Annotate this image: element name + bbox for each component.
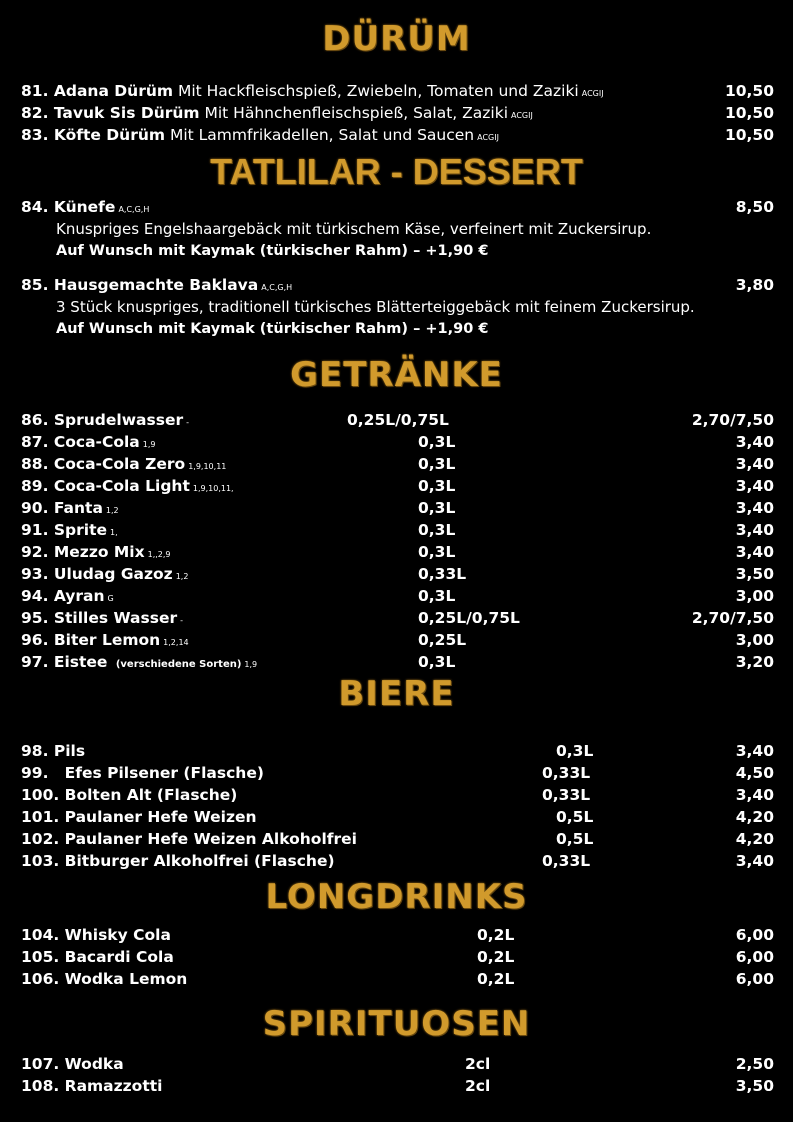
menu-item [0,124,793,146]
allergen-codes: 1,2,14 [163,638,189,647]
item-name: 91. Sprite [21,521,107,539]
item-price: 3,40 [735,742,774,760]
item-name: 93. Uludag Gazoz [21,565,173,583]
item-price: 6,00 [735,926,774,944]
item-name: 104. Whisky Cola [21,926,171,944]
item-size: 0,3L [418,653,456,671]
item-price: 3,40 [735,786,774,804]
allergen-codes: 1,9 [142,440,156,449]
menu-item [0,828,793,850]
item-size: 0,25L/0,75L [347,411,449,429]
allergen-codes: 1,9,10,11, [192,484,234,493]
item-name: 89. Coca-Cola Light [21,477,190,495]
item-price: 4,20 [735,808,774,826]
item-size: 0,3L [418,499,456,517]
item-name: 107. Wodka [21,1055,124,1073]
menu-item [0,1075,793,1097]
item-price: 3,40 [735,521,774,539]
item-name: 86. Sprudelwasser [21,411,184,429]
allergen-codes: A,C,G,H [118,205,150,214]
item-note: (verschiedene Sorten) [115,659,242,670]
item-price: 10,50 [724,82,774,100]
allergen-codes: 1, [110,528,118,537]
section-title-beer: BIERE [338,674,455,714]
item-name: 103. Bitburger Alkoholfrei (Flasche) [21,852,335,870]
item-name: 87. Coca-Cola [21,433,140,451]
menu-item [0,946,793,968]
item-size: 0,3L [418,455,456,473]
item-price: 2,70/7,50 [691,609,774,627]
item-price: 3,40 [735,852,774,870]
allergen-codes: - [180,616,184,625]
item-size: 0,33L [542,852,591,870]
item-size: 0,3L [418,477,456,495]
item-price: 3,40 [735,455,774,473]
menu-item [0,740,793,762]
item-description: Mit Hackfleischspieß, Zwiebeln, Tomaten und Zaziki [173,82,579,100]
item-addon: Auf Wunsch mit Kaymak (türkischer Rahm) – +1,90 € [56,243,489,259]
allergen-codes: ACGIJ [511,111,533,120]
item-size: 2cl [465,1077,491,1095]
allergen-codes: 1,,2,9 [147,550,171,559]
item-name: 85. Hausgemachte Baklava [21,276,259,294]
menu-item [0,497,793,519]
item-price: 6,00 [735,948,774,966]
allergen-codes: 1,2 [175,572,189,581]
item-name: 95. Stilles Wasser [21,609,178,627]
item-price: 3,20 [735,653,774,671]
menu-item [0,475,793,497]
item-name: 98. Pils [21,742,86,760]
item-addon: Auf Wunsch mit Kaymak (türkischer Rahm) – +1,90 € [56,321,489,337]
menu-item [0,274,793,296]
item-size: 0,25L/0,75L [418,609,520,627]
item-name: 96. Biter Lemon [21,631,161,649]
item-size: 0,33L [542,786,591,804]
allergen-codes: 1,9,10,11 [188,462,227,471]
menu-item [0,1053,793,1075]
item-name: 90. Fanta [21,499,103,517]
item-name: 81. Adana Dürüm [21,82,174,100]
item-name: 84. Künefe [21,198,116,216]
item-size: 0,25L [418,631,467,649]
menu-item [0,762,793,784]
menu-item [0,519,793,541]
item-price: 3,00 [735,587,774,605]
item-name: 101. Paulaner Hefe Weizen [21,808,257,826]
allergen-codes: - [186,418,189,427]
section-title-durum: DÜRÜM [322,19,471,59]
item-price: 6,00 [735,970,774,988]
item-size: 0,3L [418,543,456,561]
item-description: Mit Hähnchenfleischspieß, Salat, Zaziki [199,104,508,122]
item-size: 0,3L [556,742,594,760]
item-size: 0,3L [418,587,456,605]
item-price: 3,40 [735,477,774,495]
menu-item [0,968,793,990]
menu-item [0,629,793,651]
menu-item [0,607,793,629]
allergen-codes: G [107,594,114,603]
item-name: 97. Eistee [21,653,108,671]
item-name: 82. Tavuk Sis Dürüm [21,104,200,122]
item-price: 2,70/7,50 [691,411,774,429]
item-price: 2,50 [735,1055,774,1073]
item-price: 4,50 [735,764,774,782]
item-size: 0,5L [556,830,594,848]
menu-item [0,541,793,563]
item-name: 100. Bolten Alt (Flasche) [21,786,238,804]
item-price: 10,50 [724,104,774,122]
item-size: 2cl [465,1055,491,1073]
item-name: 105. Bacardi Cola [21,948,174,966]
item-name: 99. Efes Pilsener (Flasche) [21,764,264,782]
menu-item [0,196,793,218]
item-size: 0,33L [542,764,591,782]
item-name: 83. Köfte Dürüm [21,126,166,144]
menu-item [0,784,793,806]
menu-item [0,585,793,607]
item-price: 3,40 [735,499,774,517]
section-title-spirits: SPIRITUOSEN [262,1004,531,1044]
section-title-longdrinks: LONGDRINKS [265,877,528,917]
item-name: 94. Ayran [21,587,105,605]
menu-item [0,80,793,102]
item-price: 3,80 [735,276,774,294]
menu-item [0,924,793,946]
allergen-codes: 1,2 [105,506,119,515]
item-price: 10,50 [724,126,774,144]
item-price: 3,50 [735,565,774,583]
item-name: 102. Paulaner Hefe Weizen Alkoholfrei [21,830,357,848]
item-description: Mit Lammfrikadellen, Salat und Saucen [165,126,475,144]
item-size: 0,33L [418,565,467,583]
item-size: 0,3L [418,433,456,451]
menu-item [0,850,793,872]
item-name: 92. Mezzo Mix [21,543,145,561]
item-size: 0,2L [477,970,515,988]
item-size: 0,2L [477,948,515,966]
item-price: 3,50 [735,1077,774,1095]
menu-item [0,806,793,828]
menu-item [0,651,793,673]
item-price: 8,50 [735,198,774,216]
item-description: Knuspriges Engelshaargebäck mit türkischem Käse, verfeinert mit Zuckersirup. [56,220,652,238]
menu-item [0,563,793,585]
item-size: 0,5L [556,808,594,826]
menu-item [0,453,793,475]
allergen-codes: 1,9 [244,660,258,669]
allergen-codes: ACGIJ [581,89,604,98]
item-size: 0,3L [418,521,456,539]
item-name: 88. Coca-Cola Zero [21,455,186,473]
item-name: 106. Wodka Lemon [21,970,188,988]
item-size: 0,2L [477,926,515,944]
item-price: 3,40 [735,433,774,451]
allergen-codes: A,C,G,H [261,283,293,292]
item-price: 3,00 [735,631,774,649]
menu-item [0,409,793,431]
menu-item [0,431,793,453]
item-description: 3 Stück knuspriges, traditionell türkisches Blätterteiggebäck mit feinem Zuckersirup. [56,298,695,316]
item-name: 108. Ramazzotti [21,1077,163,1095]
item-price: 4,20 [735,830,774,848]
menu-item [0,102,793,124]
section-title-drinks: GETRÄNKE [290,355,503,395]
item-price: 3,40 [735,543,774,561]
section-title-dessert: TATLILAR - DESSERT [210,151,583,192]
allergen-codes: ACGIJ [477,133,499,142]
